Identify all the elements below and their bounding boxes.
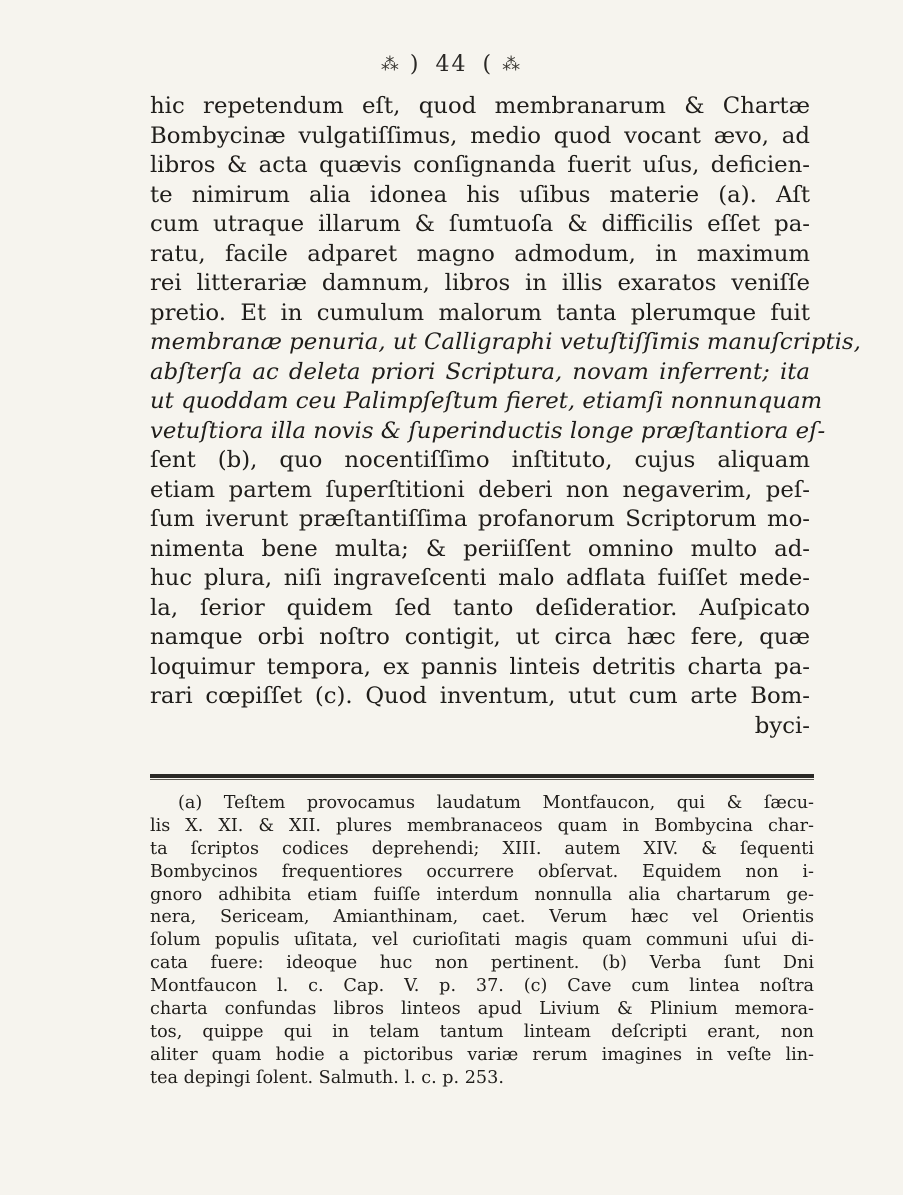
text-line: vetuſtiora illa novis & ſuperinductis longe præſtantiora eſ- bbox=[150, 417, 826, 444]
text-line: ſent (b), quo nocentiſſimo inſtituto, cujus aliquam bbox=[150, 447, 810, 473]
text-line: namque orbi noſtro contigit, ut circa hæc fere, quæ bbox=[150, 624, 810, 650]
text-line: ſum iverunt præſtantiſſima profanorum Scriptorum mo- bbox=[150, 506, 810, 532]
text-line: cum utraque illarum & ſumtuoſa & difficilis eſſet pa- bbox=[150, 211, 810, 237]
footnote-rule bbox=[150, 774, 814, 778]
footnote-line: tos, quippe qui in telam tantum linteam deſcripti erant, non bbox=[150, 1021, 814, 1042]
footnote-line: nera, Sericeam, Amianthinam, caet. Verum hæc vel Orientis bbox=[150, 907, 814, 928]
footnotes bbox=[150, 792, 814, 1090]
left-ornament-icon: ⁂ bbox=[380, 54, 401, 75]
text-line: loquimur tempora, ex pannis linteis detritis charta pa- bbox=[150, 653, 810, 680]
footnote-line: tea depingi ſolent. Salmuth. l. c. p. 253. bbox=[150, 1067, 504, 1088]
text-line: huc plura, niſi ingraveſcenti malo adflata fuiſſet mede- bbox=[150, 565, 810, 591]
footnote-line: ta ſcriptos codices deprehendi; XIII. autem XIV. & ſequenti bbox=[150, 838, 814, 859]
page-number: 44 bbox=[435, 52, 468, 77]
footnote-line: Montfaucon l. c. Cap. V. p. 37. (c) Cave cum lintea noſtra bbox=[150, 976, 814, 997]
text-line: etiam partem ſuperſtitioni deberi non negaverim, peſ- bbox=[150, 476, 810, 503]
running-header bbox=[0, 52, 903, 77]
right-ornament-icon: ⁂ bbox=[502, 54, 523, 75]
footnote-line: aliter quam hodie a pictoribus variæ rerum imagines in veſte lin- bbox=[150, 1044, 814, 1065]
text-line: ratu, facile adparet magno admodum, in maximum bbox=[150, 240, 810, 267]
footnote-line: lis X. XI. & XII. plures membranaceos quam in Bombycina char- bbox=[150, 815, 814, 836]
text-line: Bombycinæ vulgatiſſimus, medio quod vocant ævo, ad bbox=[150, 122, 810, 149]
catchword: byci- bbox=[754, 712, 810, 739]
text-line: membranæ penuria, ut Calligraphi vetuſtiſſimis manuſcriptis, bbox=[150, 329, 861, 355]
right-bracket: ( bbox=[482, 52, 494, 77]
footnote-line: charta confundas libros linteos apud Livium & Plinium memora- bbox=[150, 999, 814, 1020]
footnote-line: cata fuere: ideoque huc non pertinent. (b) Verba ſunt Dni bbox=[150, 953, 814, 974]
footnote-line: gnoro adhibita etiam fuiſſe interdum nonnulla alia chartarum ge- bbox=[150, 884, 814, 905]
footnote-line: Bombycinos frequentiores occurrere obſervat. Equidem non i- bbox=[150, 861, 814, 882]
footnote-rule-thin bbox=[150, 779, 814, 780]
text-line: te nimirum alia idonea his uſibus materie (a). Aſt bbox=[150, 181, 810, 208]
text-line: libros & acta quævis conſignanda fuerit uſus, deficien- bbox=[150, 152, 810, 178]
text-line: hic repetendum eſt, quod membranarum & Chartæ bbox=[150, 93, 810, 119]
text-line: ut quoddam ceu Palimpſeſtum fieret, etiamſi nonnunquam bbox=[150, 388, 823, 414]
text-line: rei litterariæ damnum, libros in illis exaratos veniſſe bbox=[150, 270, 810, 296]
text-line: rari cœpiſſet (c). Quod inventum, utut cum arte Bom- bbox=[150, 683, 810, 709]
text-line: la, ſerior quidem ſed tanto deſideratior. Auſpicato bbox=[150, 594, 810, 621]
footnote-line: (a) Teſtem provocamus laudatum Montfaucon, qui & ſæcu- bbox=[178, 793, 814, 813]
text-line: nimenta bene multa; & periiſſent omnino multo ad- bbox=[150, 535, 810, 562]
text-line: pretio. Et in cumulum malorum tanta plerumque fuit bbox=[150, 299, 810, 326]
text-line: abſterſa ac deleta priori Scriptura, novam inferrent; ita bbox=[150, 358, 810, 385]
footnote-line: ſolum populis uſitata, vel curioſitati magis quam communi uſui di- bbox=[150, 930, 814, 951]
left-bracket: ) bbox=[409, 52, 421, 77]
main-text bbox=[150, 92, 861, 741]
